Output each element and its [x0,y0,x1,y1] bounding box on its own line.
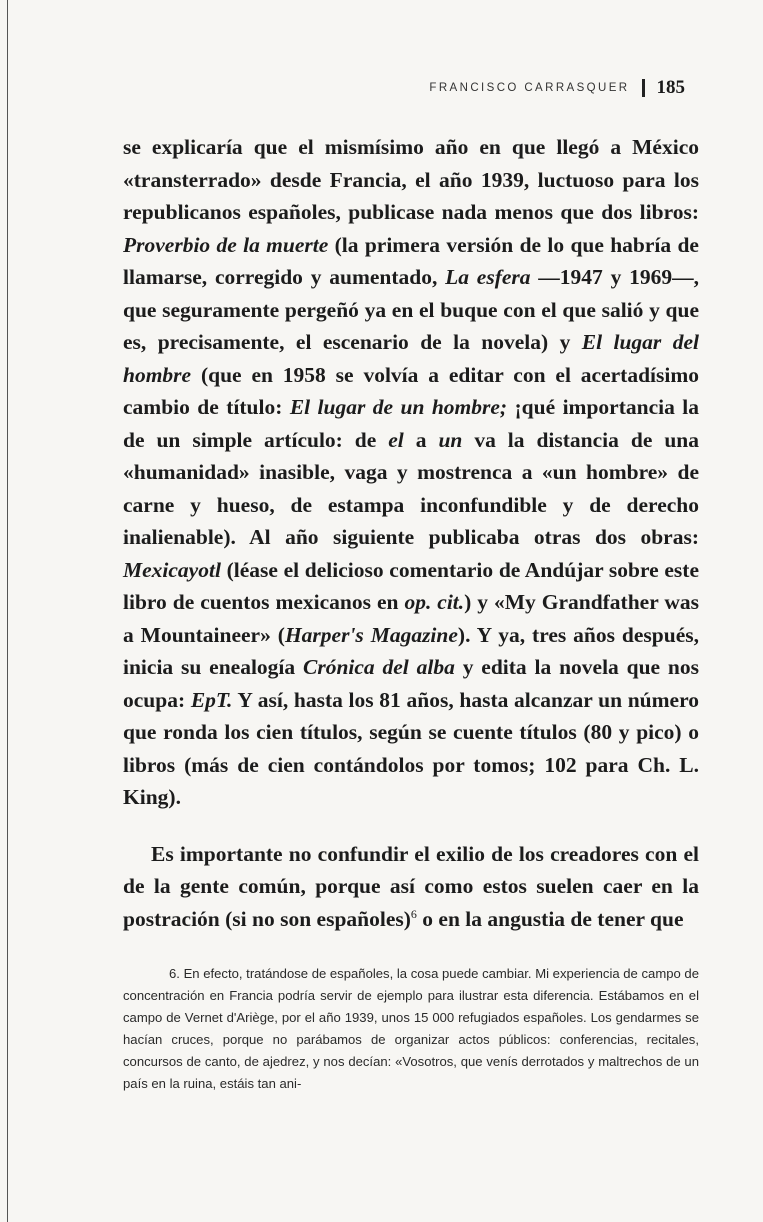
footnote-reference: 6 [410,906,417,921]
italic-title: Crónica del alba [303,655,455,679]
page-edge-rule [7,0,8,1222]
text-run: se explicaría que el mismísimo año en que llegó a México «transterrado» desde Francia, el año 1939, luctuoso para los republicanos españoles, publicase nada menos que dos libros: [123,135,699,224]
running-head-author: FRANCISCO CARRASQUER [429,82,630,94]
text-run: (que en 1958 se volvía a editar con el acertadísimo cambio de título: [123,362,699,419]
italic-title: Harper's Magazine [284,622,458,647]
text-run: —1947 y 1969—, que seguramente pergeñó ya en el buque con el que salió y que es, precisamente, el escenario de la novela) y [123,265,699,354]
italic-title: El lugar de un hombre; [289,395,508,419]
text-run: (la primera versión de lo que habría de llamarse, corregido y aumentado, [123,232,699,289]
italic-title: EpT. [190,687,233,712]
paragraph-2-text: Es importante no confundir el exilio de los creadores con el de la gente común, porque así como estos suelen caer en la postración (si no son españoles) [123,841,699,931]
text-run: ) y «My Grandfather was a Mountaineer» ( [123,590,699,647]
italic-title: un [438,427,463,452]
italic-title: Proverbio de la muerte [123,232,329,257]
text-run: (léase el delicioso comentario de Andújar sobre este libro de cuentos mexicanos en [123,557,699,614]
text-run: ). Y ya, tres años después, inicia su enealogía [123,622,699,679]
text-run: va la distancia de una «humanidad» inasible, vaga y mostrenca a «un hombre» de carne y hueso, de estampa inconfundible y de derecho inalienable). Al año siguiente publicaba otras dos obras: [123,427,699,549]
body-text [123,131,699,935]
paragraph-2-tail: o en la angustia de tener que [416,906,684,931]
running-head [429,77,685,99]
paragraph-2 [123,838,699,936]
page-number: 185 [656,77,685,98]
italic-title: op. cit. [404,590,465,614]
italic-title: El lugar del hombre [123,330,699,387]
text-run: ¡qué importancia la de un simple artículo: de [123,395,699,452]
paragraph-1 [123,131,699,814]
text-run: Y así, hasta los 81 años, hasta alcanzar un número que ronda los cien títulos, según se cuente títulos (80 y pico) o libros (más de cien contándolos por tomos; 102 para Ch. L. King). [123,687,700,809]
text-run: y edita la novela que nos ocupa: [123,655,699,712]
italic-title: Mexicayotl [123,557,221,582]
italic-title: La esfera [445,265,531,289]
text-run: a [403,427,439,452]
running-head-divider [642,79,645,97]
footnote-6: 6. En efecto, tratándose de españoles, la cosa puede cambiar. Mi experiencia de campo de concentración en Francia podría servir de ejemplo para ilustrar esta diferencia. Estábamos en el campo de Vernet d'Ariège, por el año 1939, unos 15 000 refugiados españoles. Los gendarmes se hacían cruces, porque no parábamos de organizar actos públicos: conferencias, recitales, concursos de canto, de ajedrez, y nos decían: «Vosotros, que venís derrotados y maltrechos de un país en la ruina, estáis tan ani- [123,966,699,1091]
italic-title: el [388,427,404,452]
